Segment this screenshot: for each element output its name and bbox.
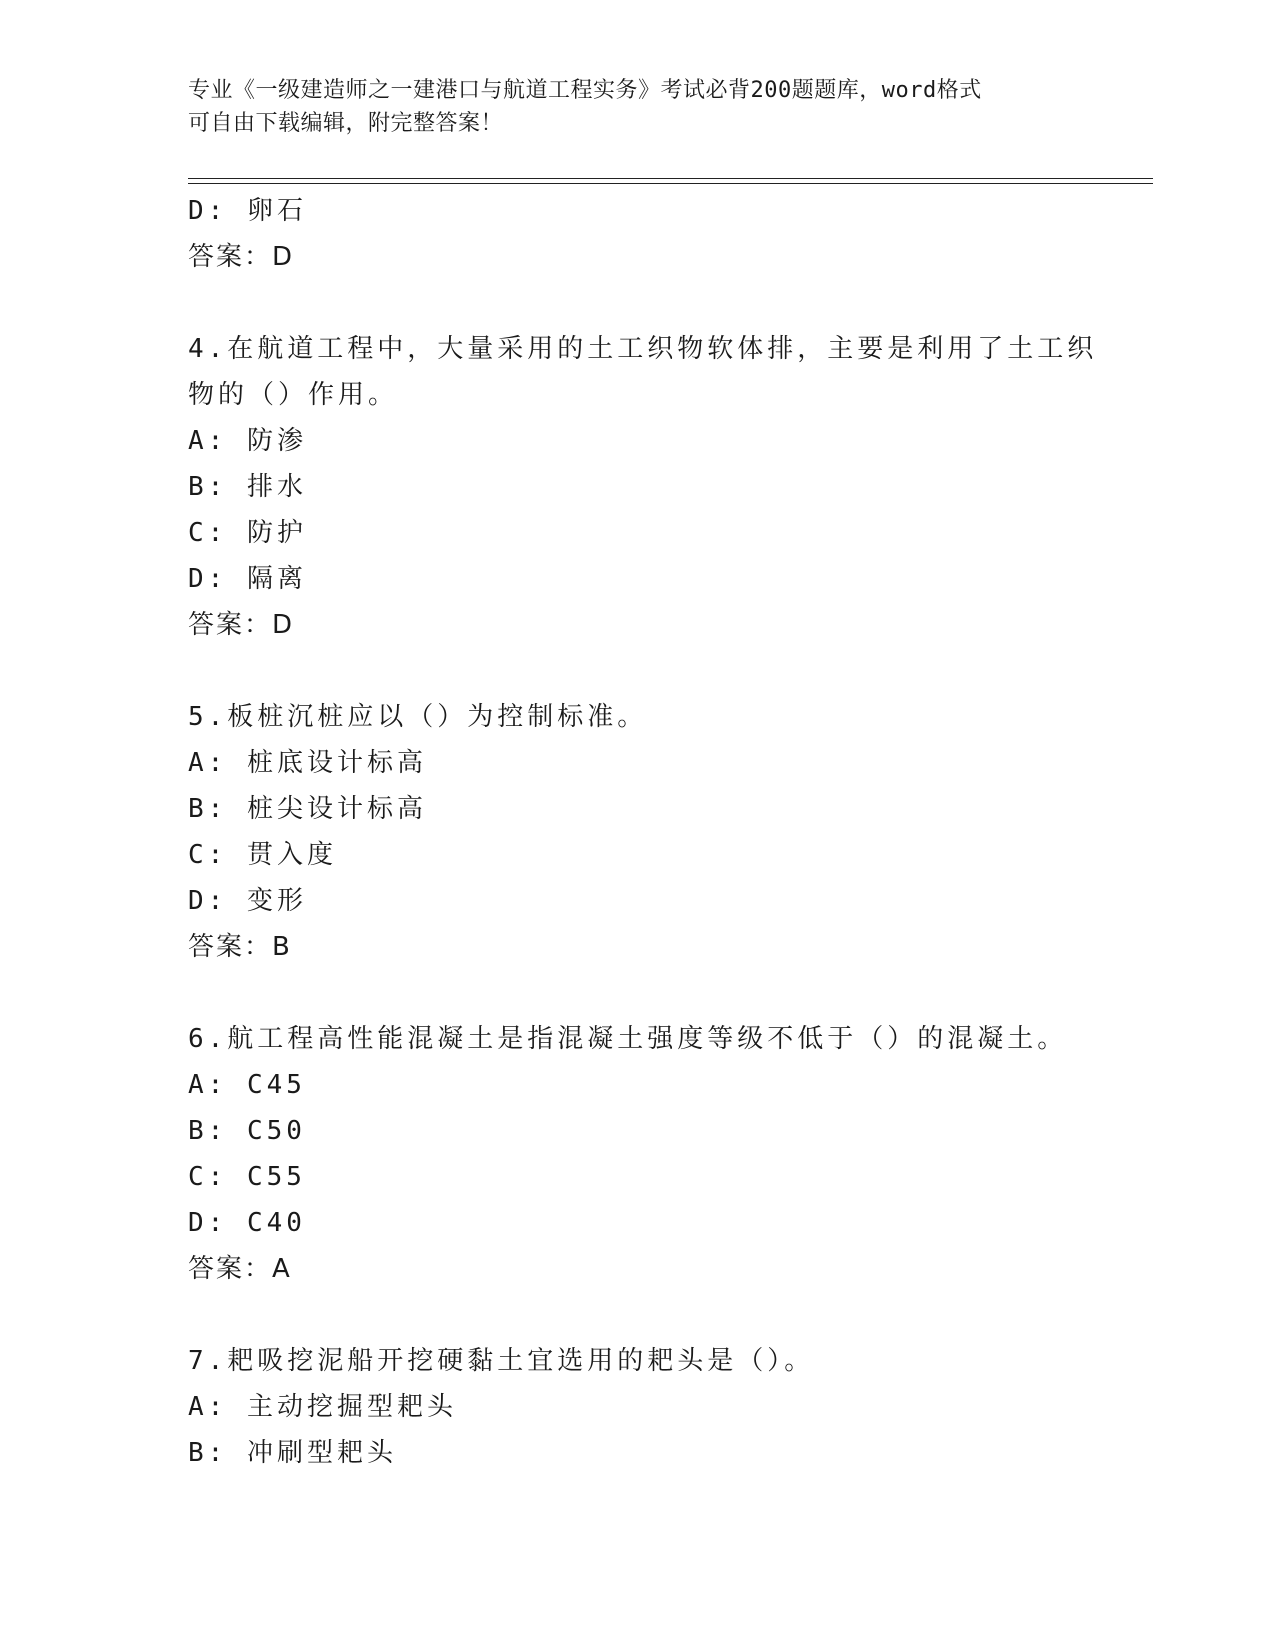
- option-d: D: C40: [188, 1208, 306, 1238]
- option-c: C: 贯入度: [188, 840, 337, 870]
- question-list: [188, 188, 1098, 1476]
- question-5: [188, 694, 1088, 970]
- header-divider-bottom: [188, 183, 1153, 184]
- option-a: A: 防渗: [188, 426, 307, 456]
- option-a: A: C45: [188, 1070, 306, 1100]
- question-stem: 5.板桩沉桩应以（）为控制标准。: [188, 702, 648, 732]
- answer-line: 答案：B: [188, 932, 292, 962]
- option-c: C: C55: [188, 1162, 306, 1192]
- option-d: D: 隔离: [188, 564, 307, 594]
- spacer: [188, 970, 1088, 1016]
- spacer: [188, 280, 1088, 326]
- header-title-line-1: 专业《一级建造师之一建港口与航道工程实务》考试必背200题题库，word格式: [188, 78, 982, 103]
- question-stem: 4.在航道工程中，大量采用的土工织物软体排，主要是利用了土工织: [188, 334, 1098, 364]
- option-a: A: 桩底设计标高: [188, 748, 427, 778]
- option-b: B: 排水: [188, 472, 307, 502]
- option-b: B: 桩尖设计标高: [188, 794, 427, 824]
- document-header: [188, 74, 1068, 140]
- question-stem-continued: 物的（）作用。: [188, 380, 399, 410]
- option-d: D: 变形: [188, 886, 307, 916]
- question-4: [188, 326, 1098, 648]
- header-title-line-2: 可自由下载编辑，附完整答案！: [188, 111, 504, 136]
- answer-line: 答案：D: [188, 610, 295, 640]
- spacer: [188, 1292, 1088, 1338]
- option-b: B: C50: [188, 1116, 306, 1146]
- question-stem: 7.耙吸挖泥船开挖硬黏土宜选用的耙头是（）。: [188, 1346, 815, 1376]
- question-6: [188, 1016, 1088, 1292]
- spacer: [188, 648, 1088, 694]
- answer-line: 答案：A: [188, 1254, 292, 1284]
- header-divider-top: [188, 178, 1153, 179]
- option-d: D: 卵石: [188, 196, 307, 226]
- option-a: A: 主动挖掘型耙头: [188, 1392, 457, 1422]
- question-stem: 6.航工程高性能混凝土是指混凝土强度等级不低于（）的混凝土。: [188, 1024, 1068, 1054]
- answer-line: 答案：D: [188, 242, 295, 272]
- question-3-tail: [188, 188, 1088, 280]
- option-b: B: 冲刷型耙头: [188, 1438, 397, 1468]
- option-c: C: 防护: [188, 518, 307, 548]
- question-7: [188, 1338, 1088, 1476]
